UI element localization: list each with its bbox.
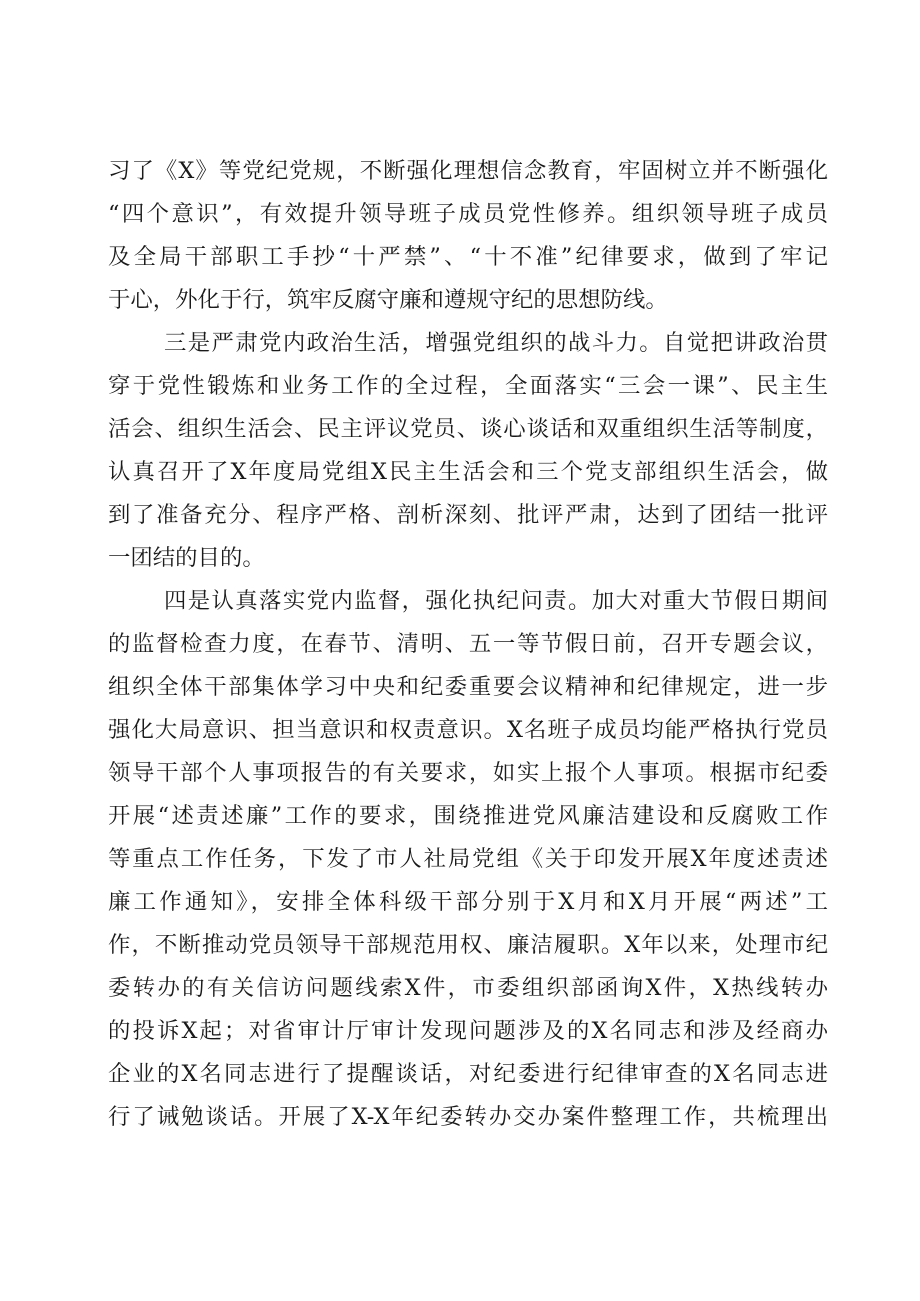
text-line: 的投诉X起；对省审计厅审计发现问题涉及的X名同志和涉及经商办 (108, 1018, 828, 1044)
text-line: 活会、组织生活会、民主评议党员、谈心谈话和双重组织生活等制度， (108, 416, 828, 442)
text-line: 的监督检查力度，在春节、清明、五一等节假日前，召开专题会议， (108, 631, 828, 657)
text-line: 一团结的目的。 (108, 545, 265, 571)
text-line: 等重点工作任务，下发了市人社局党组《关于印发开展X年度述责述 (108, 846, 828, 872)
text-line: 于心，外化于行，筑牢反腐守廉和遵规守纪的思想防线。 (108, 287, 668, 313)
text-line: 认真召开了X年度局党组X民主生活会和三个党支部组织生活会，做 (108, 459, 828, 485)
text-line: 廉工作通知》，安排全体科级干部分别于X月和X月开展“两述”工 (108, 889, 828, 915)
document-body (108, 150, 828, 1139)
text-line: 企业的X名同志进行了提醒谈话，对纪委进行纪律审查的X名同志进 (108, 1061, 828, 1087)
text-line: 组织全体干部集体学习中央和纪委重要会议精神和纪律规定，进一步 (108, 674, 828, 700)
paragraph-first-line: 四是认真落实党内监督，强化执纪问责。加大对重大节假日期间 (164, 588, 828, 614)
paragraph-first-line: 三是严肃党内政治生活，增强党组织的战斗力。自觉把讲政治贯 (164, 330, 828, 356)
text-line: 开展“述责述廉”工作的要求，围绕推进党风廉洁建设和反腐败工作 (108, 803, 828, 829)
text-line: 习了《X》等党纪党规，不断强化理想信念教育，牢固树立并不断强化 (108, 158, 828, 184)
text-line: 强化大局意识、担当意识和权责意识。X名班子成员均能严格执行党员 (108, 717, 828, 743)
text-line: 到了准备充分、程序严格、剖析深刻、批评严肃，达到了团结一批评 (108, 502, 828, 528)
text-line: 委转办的有关信访问题线索X件，市委组织部函询X件，X热线转办 (108, 975, 828, 1001)
text-line: 穿于党性锻炼和业务工作的全过程，全面落实“三会一课”、民主生 (108, 373, 828, 399)
text-line: 行了诫勉谈话。开展了X-X年纪委转办交办案件整理工作，共梳理出 (108, 1104, 828, 1130)
text-line: “四个意识”，有效提升领导班子成员党性修养。组织领导班子成员 (108, 201, 828, 227)
text-line: 领导干部个人事项报告的有关要求，如实上报个人事项。根据市纪委 (108, 760, 828, 786)
text-line: 及全局干部职工手抄“十严禁”、“十不准”纪律要求，做到了牢记 (108, 244, 828, 270)
text-line: 作，不断推动党员领导干部规范用权、廉洁履职。X年以来，处理市纪 (108, 932, 828, 958)
